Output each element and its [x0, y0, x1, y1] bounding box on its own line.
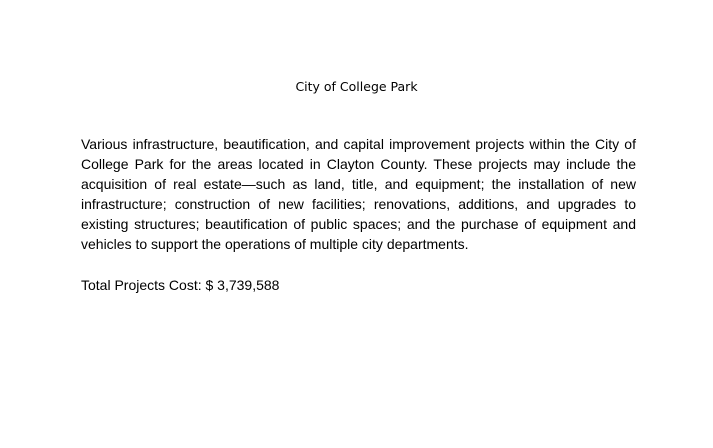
total-projects-cost: Total Projects Cost: $ 3,739,588 [81, 277, 280, 293]
document-title: City of College Park [295, 79, 418, 94]
project-description: Various infrastructure, beautification, and capital improvement projects within the City of College Park for the areas located in Clayton County. These projects may include the acquisition of real estate—such as land, title, and equipment; the installation of new infrastructure; construction of new facilities; renovations, additions, and upgrades to existing structures; beautification of public spaces; and the purchase of equipment and vehicles to support the operations of multiple city departments. [81, 136, 636, 252]
